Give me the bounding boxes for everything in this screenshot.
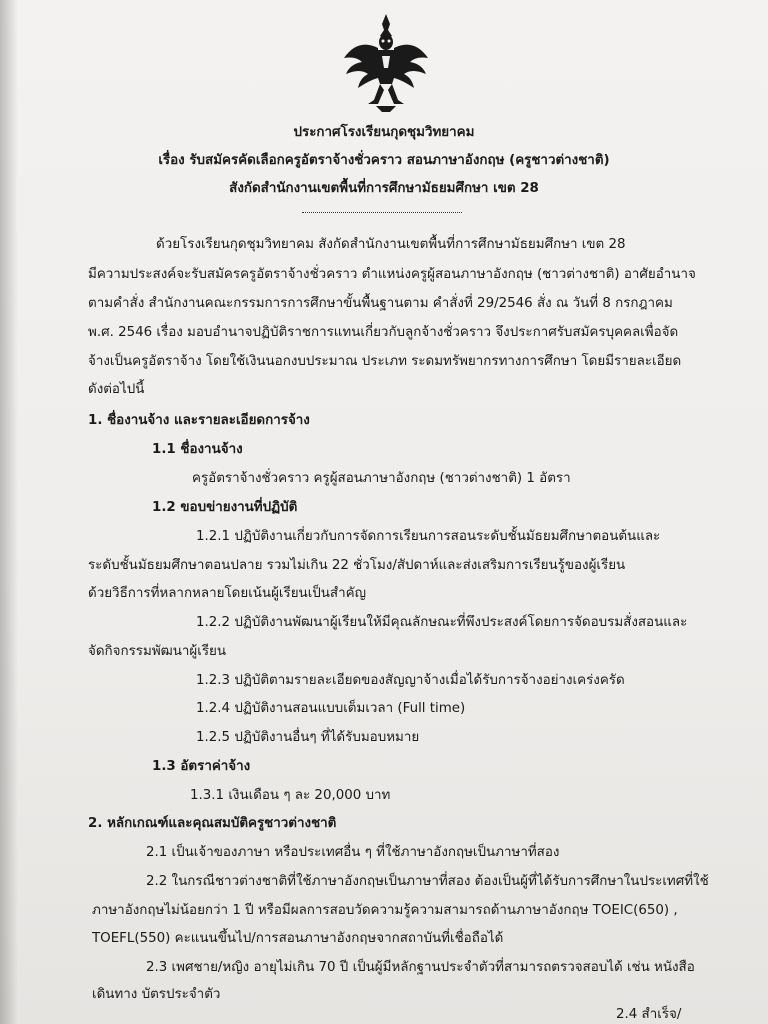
item-1-2-2-line-1: 1.2.2 ปฏิบัติงานพัฒนาผู้เรียนให้มีคุณลักษณะที่พึงประสงค์โดยการจัดอบรมสั่งสอนและ — [196, 615, 688, 630]
item-2-3-line-1: 2.3 เพศชาย/หญิง อายุไม่เกิน 70 ปี เป็นผู้มีหลักฐานประจำตัวที่สามารถตรวจสอบได้ เช่น หนังสือ — [146, 960, 695, 975]
continuation-marker: 2.4 สำเร็จ/ — [616, 1007, 682, 1022]
intro-line-5: จ้างเป็นครูอัตราจ้าง โดยใช้เงินนอกงบประมาณ ประเภท ระดมทรัพยากรทางการศึกษา โดยมีรายละเอียด — [88, 354, 682, 369]
intro-line-1: ด้วยโรงเรียนกุดชุมวิทยาคม สังกัดสำนักงานเขตพื้นที่การศึกษามัธยมศึกษา เขต 28 — [156, 237, 626, 252]
item-2-3-line-2: เดินทาง บัตรประจำตัว — [92, 987, 221, 1002]
section-1-2-heading: 1.2 ขอบข่ายงานที่ปฏิบัติ — [152, 500, 298, 515]
section-2-heading: 2. หลักเกณฑ์และคุณสมบัติครูชาวต่างชาติ — [88, 816, 337, 831]
intro-line-4: พ.ศ. 2546 เรื่อง มอบอำนาจปฏิบัติราชการแทนเกี่ยวกับลูกจ้างชั่วคราว จึงประกาศรับสมัครบุคคลเพื่อจัด — [88, 325, 679, 340]
section-1-1-text: ครูอัตราจ้างชั่วคราว ครูผู้สอนภาษาอังกฤษ (ชาวต่างชาติ) 1 อัตรา — [192, 471, 571, 486]
item-1-2-1-line-3: ด้วยวิธีการที่หลากหลายโดยเน้นผู้เรียนเป็นสำคัญ — [88, 586, 366, 601]
item-1-2-4: 1.2.4 ปฏิบัติงานสอนแบบเต็มเวลา (Full time) — [196, 701, 466, 716]
garuda-emblem-icon — [338, 8, 434, 116]
item-1-2-1-line-2: ระดับชั้นมัธยมศึกษาตอนปลาย รวมไม่เกิน 22 ชั่วโมง/สัปดาห์และส่งเสริมการเรียนรู้ของผู้เรียน — [88, 558, 626, 573]
item-1-2-1-line-1: 1.2.1 ปฏิบัติงานเกี่ยวกับการจัดการเรียนการสอนระดับชั้นมัธยมศึกษาตอนต้นและ — [196, 529, 661, 544]
item-1-2-2-line-2: จัดกิจกรรมพัฒนาผู้เรียน — [88, 644, 227, 659]
announcement-affiliation: สังกัดสำนักงานเขตพื้นที่การศึกษามัธยมศึกษา เขต 28 — [229, 181, 539, 196]
section-1-3-heading: 1.3 อัตราค่าจ้าง — [152, 759, 251, 774]
intro-line-6: ดังต่อไปนี้ — [88, 382, 145, 397]
item-2-2-line-1: 2.2 ในกรณีชาวต่างชาติที่ใช้ภาษาอังกฤษเป็นภาษาที่สอง ต้องเป็นผู้ที่ได้รับการศึกษาในประเทศที่ใช้ — [146, 874, 709, 889]
section-1-heading: 1. ชื่องานจ้าง และรายละเอียดการจ้าง — [88, 413, 310, 428]
item-1-3-1: 1.3.1 เงินเดือน ๆ ละ 20,000 บาท — [190, 788, 391, 803]
item-2-2-line-2: ภาษาอังกฤษไม่น้อยกว่า 1 ปี หรือมีผลการสอบวัดความรู้ความสามารถด้านภาษาอังกฤษ TOEIC(650) , — [92, 903, 678, 918]
announcement-subject: เรื่อง รับสมัครคัดเลือกครูอัตราจ้างชั่วคราว สอนภาษาอังกฤษ (ครูชาวต่างชาติ) — [158, 153, 610, 168]
header-divider — [302, 212, 462, 213]
announcement-title: ประกาศโรงเรียนกุดชุมวิทยาคม — [293, 125, 475, 140]
section-1-1-heading: 1.1 ชื่องานจ้าง — [152, 442, 243, 457]
intro-line-3: ตามคำสั่ง สำนักงานคณะกรรมการการศึกษาขั้นพื้นฐานตาม คำสั่งที่ 29/2546 สั่ง ณ วันที่ 8 กรกฎาคม — [88, 296, 673, 311]
item-2-1: 2.1 เป็นเจ้าของภาษา หรือประเทศอื่น ๆ ที่ใช้ภาษาอังกฤษเป็นภาษาที่สอง — [146, 845, 560, 860]
item-1-2-3: 1.2.3 ปฏิบัติตามรายละเอียดของสัญญาจ้างเมื่อได้รับการจ้างอย่างเคร่งครัด — [196, 673, 625, 688]
item-2-2-line-3: TOEFL(550) คะแนนขึ้นไป/การสอนภาษาอังกฤษจากสถาบันที่เชื่อถือได้ — [92, 931, 504, 946]
intro-line-2: มีความประสงค์จะรับสมัครครูอัตราจ้างชั่วคราว ตำแหน่งครูผู้สอนภาษาอังกฤษ (ชาวต่างชาติ) อาศัยอำนาจ — [88, 267, 696, 282]
item-1-2-5: 1.2.5 ปฏิบัติงานอื่นๆ ที่ได้รับมอบหมาย — [196, 730, 420, 745]
